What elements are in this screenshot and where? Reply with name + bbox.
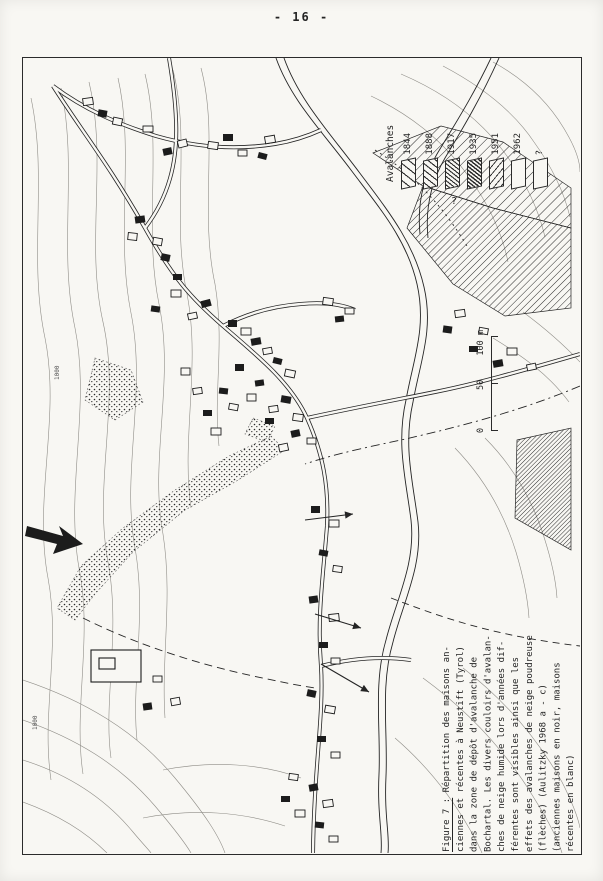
figure-frame [22, 57, 582, 855]
house-old [311, 506, 320, 513]
house-new [323, 799, 334, 807]
house-new [264, 135, 275, 144]
house-old [162, 147, 172, 156]
caption-line: récentes en blanc) [566, 754, 577, 852]
legend-year-label: 1935 [469, 133, 479, 155]
house-new [83, 97, 94, 105]
house-new [289, 773, 299, 780]
house-new [187, 312, 197, 320]
caption-line: dans la zone de dépôt d'avalanche de [469, 656, 480, 852]
avalanche-zone-1917 [515, 428, 571, 550]
house-new [331, 658, 340, 664]
house-new [324, 705, 335, 714]
caption-line: effets des avalanches de neige poudreuse [524, 635, 535, 852]
house-old [306, 689, 316, 698]
caption-line: ciennes et récentes à Neustift (Tyrol) [455, 646, 466, 852]
house-old [97, 109, 107, 117]
house-new [241, 328, 251, 335]
house-new [263, 347, 273, 354]
legend-entry [509, 100, 527, 188]
avalanche-legend [385, 100, 561, 218]
house-new [181, 368, 190, 375]
house-old [228, 320, 237, 327]
stipple-patch [85, 358, 143, 420]
house-new [238, 150, 247, 156]
legend-entry [487, 100, 505, 188]
elevation-label: 1000 [54, 365, 61, 380]
house-old [257, 152, 267, 160]
legend-entries [399, 100, 549, 188]
scale-line [491, 336, 499, 431]
house-old [200, 299, 211, 308]
scale-label-50: 50 [476, 379, 486, 390]
house-old [203, 410, 212, 416]
legend-swatch [489, 157, 504, 189]
legend-swatch [467, 157, 482, 189]
house-old [160, 253, 170, 262]
house-new [247, 394, 256, 401]
legend-swatch [533, 157, 548, 189]
caption-line: Figure 7 : Répartition des maisons an- [442, 646, 452, 852]
scale-label-100m: 100 m [476, 330, 486, 356]
arrowhead [345, 511, 353, 518]
house-old [265, 418, 274, 424]
house-old [319, 642, 328, 648]
caption-line: (flèches) (Aulitzky 1968 a - c) [538, 684, 549, 852]
house-new [211, 428, 221, 435]
legend-title: Avalanches [385, 124, 396, 182]
house-new [333, 565, 343, 572]
house-new [171, 290, 181, 297]
legend-entry [399, 100, 417, 188]
house-old [280, 395, 291, 404]
house-old [255, 379, 265, 386]
legend-swatch [423, 157, 438, 189]
page-number: - 16 - [273, 10, 330, 24]
house-old [272, 357, 282, 365]
house-old [317, 736, 326, 742]
legend-swatch [511, 157, 526, 189]
scale-tick [492, 383, 498, 384]
house-new [229, 403, 239, 410]
house-new [170, 697, 180, 705]
big-avalanche-arrow [25, 526, 83, 554]
house-new [345, 308, 354, 314]
house-new [526, 363, 536, 371]
legend-year-label: 1844 [403, 133, 413, 155]
caption-line: (anciennes maisons en noir, maisons [552, 662, 563, 852]
legend-year-label: 1962 [513, 133, 523, 155]
house-old [135, 215, 146, 223]
house-old [315, 822, 325, 829]
figure-label: Figure 7 : [442, 797, 452, 852]
house-new [208, 141, 219, 149]
house-old [443, 325, 453, 333]
legend-swatch [445, 157, 460, 189]
house-new [331, 752, 340, 758]
scale-tick [492, 430, 498, 431]
house-new [323, 297, 334, 305]
legend-year-label: ? [535, 149, 545, 155]
house-old [151, 305, 161, 312]
arrowhead [352, 622, 361, 629]
house-old [309, 595, 319, 603]
house-old [250, 337, 261, 346]
legend-entry [531, 100, 549, 188]
legend-year-label: 1951 [491, 133, 501, 155]
legend-entry [443, 100, 461, 188]
house-new [112, 117, 122, 126]
legend-year-label: 1917 [447, 133, 457, 155]
legend-entry [465, 100, 483, 188]
house-old [281, 796, 290, 802]
house-new [177, 139, 187, 148]
legend-year-label: 1888 [425, 133, 435, 155]
house-new [278, 443, 288, 452]
legend-swatch [401, 157, 416, 189]
house-new [128, 233, 138, 241]
caption-line: ches de neige humide lors d'années dif- [497, 640, 508, 852]
house-new [152, 237, 162, 245]
house-new [295, 810, 305, 817]
house-old [290, 429, 300, 438]
question-mark-label: ? [451, 196, 458, 207]
house-new [329, 836, 338, 842]
arrowhead [360, 685, 369, 692]
caption-line: férentes sont visibles ainsi que les [510, 656, 521, 852]
house-old [235, 364, 244, 371]
house-old [173, 274, 182, 280]
powder-avalanche-arrow [321, 664, 369, 692]
house-new [153, 676, 162, 682]
house-old [219, 388, 229, 395]
house-new [329, 520, 339, 527]
house-new [455, 309, 466, 317]
house-old [335, 316, 345, 323]
large-building [91, 650, 141, 682]
scale-tick [492, 336, 498, 337]
house-old [319, 549, 329, 556]
house-new [507, 348, 517, 355]
legend-entry [421, 100, 439, 188]
caption [441, 608, 581, 852]
stipple-couloir [57, 436, 285, 620]
house-new [193, 387, 203, 394]
house-old [223, 134, 233, 141]
caption-line: Bochartal. Les divers couloirs d'avalan- [483, 635, 494, 852]
scale-labels [476, 330, 489, 433]
scale-label-0: 0 [476, 427, 486, 433]
scale-bar [476, 330, 506, 433]
elevation-label: 1000 [32, 715, 39, 730]
house-new [293, 413, 304, 421]
house-new [284, 369, 295, 378]
house-old [143, 702, 153, 710]
house-new [307, 438, 316, 444]
house-new [143, 126, 153, 132]
house-new [269, 405, 279, 412]
